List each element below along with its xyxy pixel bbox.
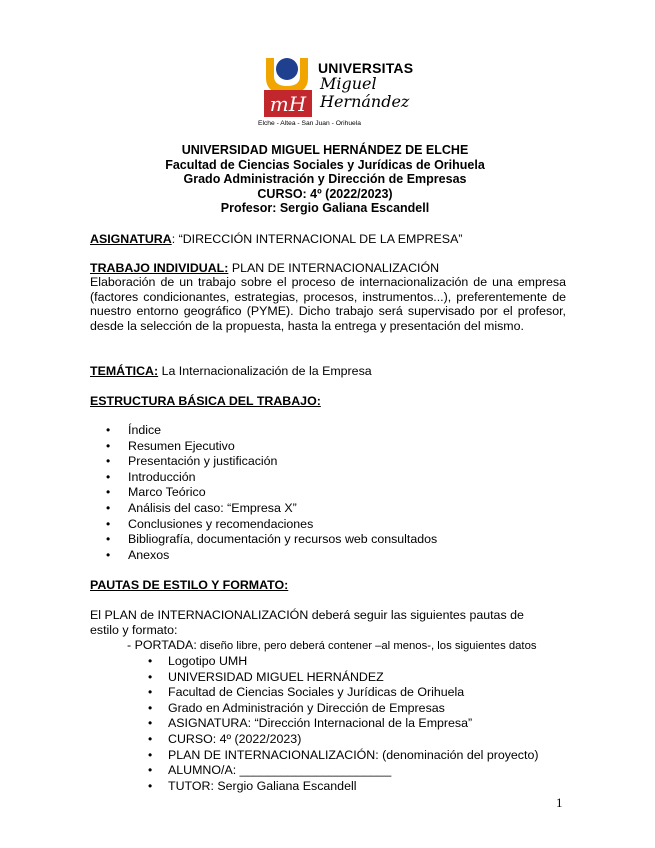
list-item: • Introducción <box>90 470 566 486</box>
portada-list <box>90 654 566 794</box>
logo-title: UNIVERSITAS <box>318 60 414 76</box>
asignatura-value: : “DIRECCIÓN INTERNACIONAL DE LA EMPRESA” <box>171 232 463 246</box>
header-university: UNIVERSIDAD MIGUEL HERNÁNDEZ DE ELCHE <box>181 143 469 157</box>
tematica-label: TEMÁTICA: <box>90 364 159 378</box>
pautas-intro-line2: estilo y formato: <box>90 623 178 637</box>
list-item: • CURSO: 4º (2022/2023) <box>90 732 566 748</box>
pautas-heading-text: PAUTAS DE ESTILO Y FORMATO: <box>90 578 289 592</box>
umh-logo-mark-icon <box>260 56 316 118</box>
logo-cities: Elche - Altea - San Juan - Orihuela <box>258 120 361 127</box>
list-item: • TUTOR: Sergio Galiana Escandell <box>90 779 566 795</box>
portada-label: - PORTADA: <box>127 638 197 652</box>
asignatura-line <box>90 232 566 247</box>
list-item: • Análisis del caso: “Empresa X” <box>90 501 566 517</box>
trabajo-label: TRABAJO INDIVIDUAL: <box>90 261 229 275</box>
list-item: • ASIGNATURA: “Dirección Internacional de la Empresa” <box>90 716 566 732</box>
estructura-heading-text: ESTRUCTURA BÁSICA DEL TRABAJO: <box>90 394 321 408</box>
list-item: • Presentación y justificación <box>90 454 566 470</box>
asignatura-label: ASIGNATURA <box>90 232 172 246</box>
list-item: • Logotipo UMH <box>90 654 566 670</box>
list-item: • Facultad de Ciencias Sociales y Jurídicas de Orihuela <box>90 685 566 701</box>
tematica-value: La Internacionalización de la Empresa <box>158 364 372 378</box>
pautas-intro-line1: El PLAN de INTERNACIONALIZACIÓN deberá seguir las siguientes pautas de <box>90 608 524 622</box>
estructura-heading <box>90 394 566 409</box>
document-header <box>90 143 560 216</box>
list-item: • Grado en Administración y Dirección de Empresas <box>90 701 566 717</box>
header-degree: Grado Administración y Dirección de Empresas <box>183 172 467 186</box>
list-item: • Índice <box>90 423 566 439</box>
trabajo-description: Elaboración de un trabajo sobre el proceso de internacionalización de una empresa (factores condicionantes, estrategias, procesos, instrumentos...), preferentemente de nuestro entorno geográfico (PYME). Dicho trabajo será supervisado por el profesor, desde la selección de la propuesta, hasta la entrega y presentación del mismo. <box>90 275 566 333</box>
pautas-heading <box>90 578 566 593</box>
header-course: CURSO: 4º (2022/2023) <box>257 186 393 201</box>
list-item: • UNIVERSIDAD MIGUEL HERNÁNDEZ <box>90 670 566 686</box>
list-item: • Marco Teórico <box>90 485 566 501</box>
page-number: 1 <box>556 795 563 810</box>
trabajo-line <box>90 261 566 276</box>
list-item: • ALUMNO/A: ______________________ <box>90 763 566 779</box>
portada-text: diseño libre, pero deberá contener –al menos-, los siguientes datos <box>196 640 537 652</box>
svg-text:mH: mH <box>269 92 307 116</box>
estructura-list <box>90 423 566 563</box>
logo-line-hernandez: Hernández <box>320 92 410 111</box>
trabajo-value: PLAN DE INTERNACIONALIZACIÓN <box>228 261 440 275</box>
logo-line-miguel: Miguel <box>320 74 377 93</box>
list-item: • Resumen Ejecutivo <box>90 439 566 455</box>
list-item: • Bibliografía, documentación y recursos web consultados <box>90 532 566 548</box>
list-item: • PLAN DE INTERNACIONALIZACIÓN: (denominación del proyecto) <box>90 748 566 764</box>
list-item: • Conclusiones y recomendaciones <box>90 517 566 533</box>
portada-line <box>127 638 567 654</box>
tematica-line <box>90 364 566 379</box>
header-faculty: Facultad de Ciencias Sociales y Jurídicas de Orihuela <box>165 157 485 172</box>
header-professor: Profesor: Sergio Galiana Escandell <box>220 201 430 215</box>
list-item: • Anexos <box>90 548 566 564</box>
umh-logo <box>258 54 414 138</box>
